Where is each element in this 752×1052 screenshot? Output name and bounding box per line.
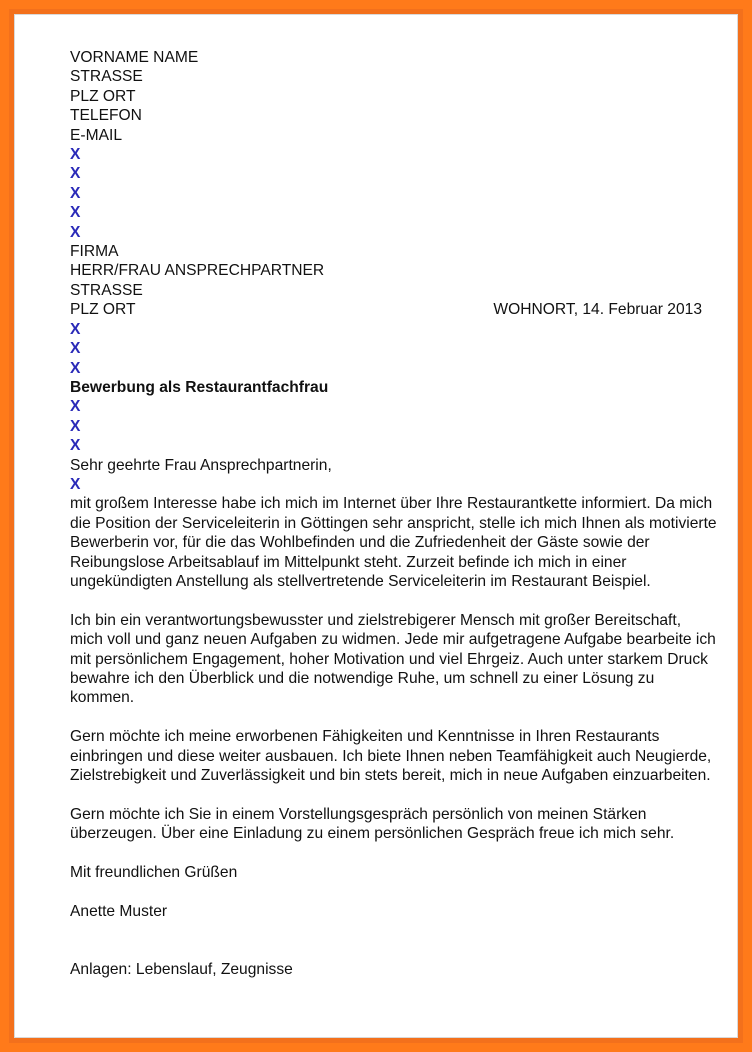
spacer-marker: X [70, 165, 81, 183]
paragraph-4 [70, 805, 702, 844]
salutation: Sehr geehrte Frau Ansprechpartnerin, [70, 456, 332, 474]
paragraph-1 [70, 494, 717, 591]
recipient-street: STRASSE [70, 281, 143, 299]
paragraph-3 [70, 727, 712, 785]
paragraph-line: Ich bin ein verantwortungsbewusster und zielstrebigerer Mensch mit großer Bereitschaft, [70, 611, 682, 629]
letter-body [70, 48, 717, 979]
paragraph-gap [70, 844, 702, 863]
spacer-marker: X [70, 398, 81, 416]
paragraph-gap [70, 882, 702, 901]
paragraph-line: einbringen und diese weiter ausbauen. Ich biete Ihnen neben Teamfähigkeit auch Neugierde, [70, 747, 712, 765]
paragraph-line: Reibungslose Arbeitsablauf im Mittelpunkt steht. Zurzeit befinde ich mich in einer [70, 553, 627, 571]
recipient-city: PLZ ORT [70, 301, 136, 319]
spacer-marker: X [70, 340, 81, 358]
paragraph-line: Gern möchte ich meine erworbenen Fähigkeiten und Kenntnisse in Ihren Restaurants [70, 728, 660, 746]
spacer-marker: X [70, 475, 81, 493]
spacer-marker: X [70, 204, 81, 222]
recipient-contact: HERR/FRAU ANSPRECHPARTNER [70, 262, 325, 280]
paragraph-gap [70, 591, 702, 610]
letter-page [14, 14, 738, 1038]
paragraph-line: ungekündigten Anstellung als stellvertretende Serviceleiterin im Restaurant Beispiel. [70, 572, 651, 590]
spacer-marker: X [70, 359, 81, 377]
paragraph-gap [70, 708, 702, 727]
spacer-marker: X [70, 223, 81, 241]
paragraph-line: mit persönlichem Engagement, hoher Motivation und viel Ehrgeiz. Auch unter starkem Druck [70, 650, 708, 668]
signature: Anette Muster [70, 902, 168, 920]
paragraph-line: bewahre ich den Überblick und die notwendige Ruhe, um schnell zu einer Lösung zu [70, 669, 655, 687]
paragraph-line: die Position der Serviceleiterin in Göttingen sehr anspricht, stelle ich mich Ihnen als motivierte [70, 514, 717, 532]
paragraph-2 [70, 611, 716, 708]
spacer-marker: X [70, 417, 81, 435]
paragraph-line: kommen. [70, 689, 135, 707]
attachments: Anlagen: Lebenslauf, Zeugnisse [70, 961, 293, 978]
spacer-marker: X [70, 146, 81, 164]
spacer-marker: X [70, 320, 81, 338]
subject-line: Bewerbung als Restaurantfachfrau [70, 378, 329, 396]
spacer-marker: X [70, 184, 81, 202]
sender-street: STRASSE [70, 68, 143, 86]
city-date-row [70, 300, 702, 319]
paragraph-line: mich voll und ganz neuen Aufgaben zu widmen. Jede mir aufgetragene Aufgabe bearbeite ich [70, 631, 716, 649]
spacer-marker: X [70, 437, 81, 455]
date-line: WOHNORT, 14. Februar 2013 [493, 301, 702, 319]
paragraph-line: Zielstrebigkeit und Zuverlässigkeit und bin stets bereit, mich in neue Aufgaben einzuarbeiten. [70, 767, 711, 784]
paragraph-line: mit großem Interesse habe ich mich im Internet über Ihre Restaurantkette informiert. Da mich [70, 495, 713, 513]
sender-city: PLZ ORT [70, 87, 136, 105]
recipient-company: FIRMA [70, 243, 119, 261]
paragraph-gap [70, 785, 702, 804]
sender-phone: TELEFON [70, 107, 142, 125]
paragraph-line: Bewerberin vor, für die das Wohlbefinden und die Zufriedenheit der Gäste sowie der [70, 534, 650, 552]
paragraph-line: überzeugen. Über eine Einladung zu einem persönlichen Gespräch freue ich mich sehr. [70, 825, 675, 843]
sender-name: VORNAME NAME [70, 49, 199, 66]
signature-gap [70, 921, 702, 960]
sender-email: E-MAIL [70, 126, 122, 144]
closing: Mit freundlichen Grüßen [70, 864, 238, 881]
paragraph-line: Gern möchte ich Sie in einem Vorstellungsgespräch persönlich von meinen Stärken [70, 805, 647, 823]
